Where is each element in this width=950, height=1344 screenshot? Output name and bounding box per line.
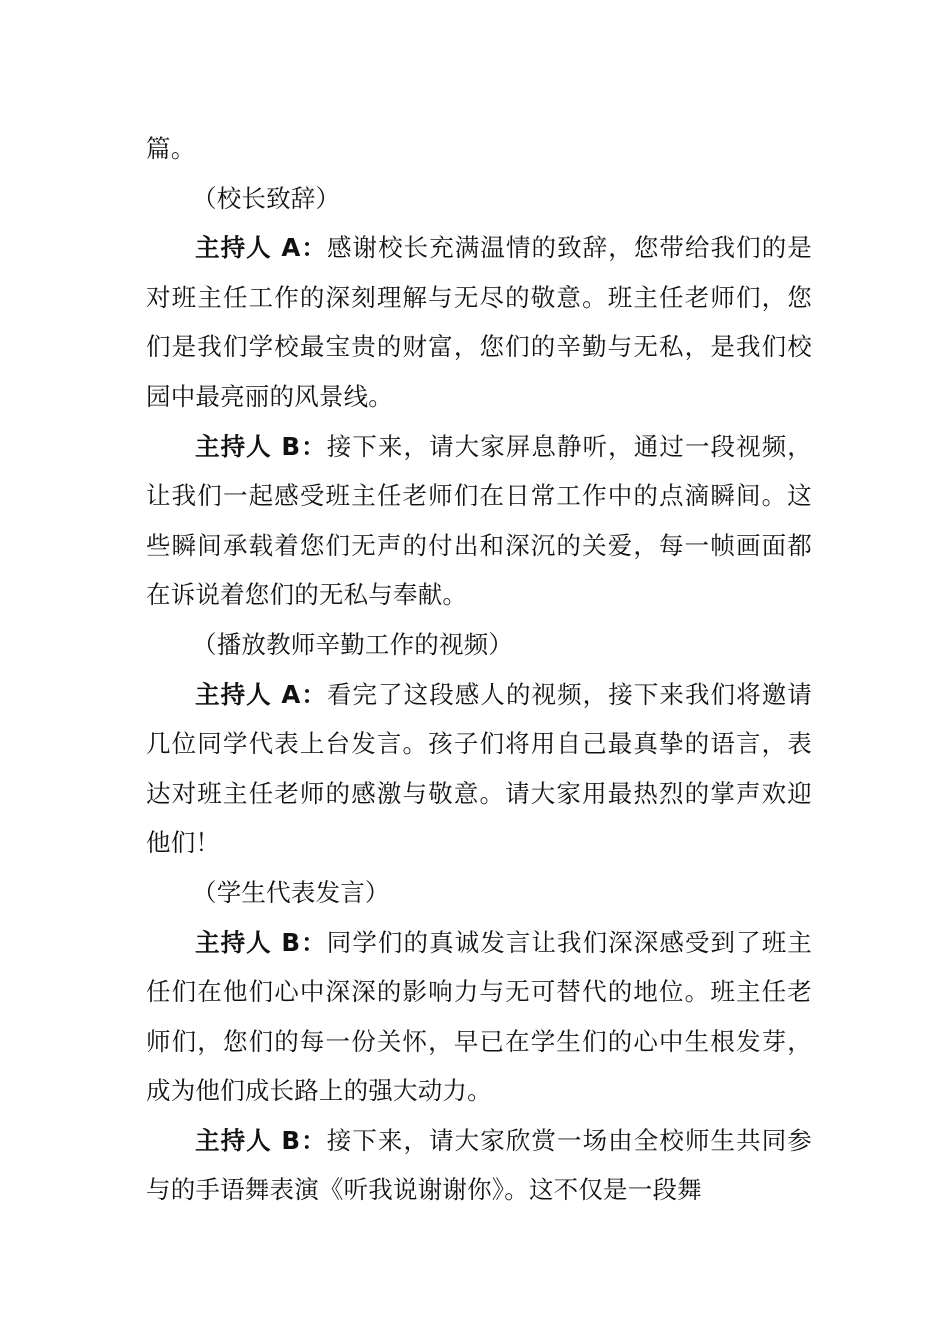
speaker-label: 主持人 B： <box>195 431 327 461</box>
stage-direction-student-speech <box>146 868 812 918</box>
speaker-label: 主持人 B： <box>195 1125 327 1155</box>
speech-text: 感谢校长充满温情的致辞，您带给我们的是对班主任工作的深刻理解与无尽的敬意。班主任老师们，您们是我们学校最宝贵的财富，您们的辛勤与无私，是我们校园中最亮丽的风景线。 <box>146 233 812 411</box>
speaker-label: 主持人 B： <box>195 927 327 957</box>
speech-text: 同学们的真诚发言让我们深深感受到了班主任们在他们心中深深的影响力与无可替代的地位。班主任老师们，您们的每一份关怀，早已在学生们的心中生根发芽，成为他们成长路上的强大动力。 <box>146 927 812 1106</box>
document-body <box>146 124 812 1215</box>
host-b-speech-1 <box>146 422 812 620</box>
host-b-speech-2 <box>146 918 812 1116</box>
paragraph-text: 篇。 <box>146 134 196 163</box>
paragraph-continuation <box>146 124 812 174</box>
speech-text: 接下来，请大家欣赏一场由全校师生共同参与的手语舞表演《听我说谢谢你》。这不仅是一段舞 <box>146 1125 812 1205</box>
speech-text: 接下来，请大家屏息静听，通过一段视频，让我们一起感受班主任老师们在日常工作中的点滴瞬间。这些瞬间承载着您们无声的付出和深沉的关爱，每一帧画面都在诉说着您们的无私与奉献。 <box>146 431 812 610</box>
stage-direction-video <box>146 620 812 670</box>
speaker-label: 主持人 A： <box>195 679 327 709</box>
stage-direction-text: （播放教师辛勤工作的视频） <box>192 629 514 659</box>
speaker-label: 主持人 A： <box>195 233 327 263</box>
stage-direction-text: （校长致辞） <box>192 183 341 213</box>
speech-text: 看完了这段感人的视频，接下来我们将邀请几位同学代表上台发言。孩子们将用自己最真挚的语言，表达对班主任老师的感激与敬意。请大家用最热烈的掌声欢迎他们！ <box>146 679 812 858</box>
host-a-speech-1 <box>146 223 812 421</box>
host-a-speech-2 <box>146 670 812 868</box>
stage-direction-principal-speech <box>146 174 812 224</box>
stage-direction-text: （学生代表发言） <box>192 877 390 907</box>
host-b-speech-3 <box>146 1116 812 1215</box>
